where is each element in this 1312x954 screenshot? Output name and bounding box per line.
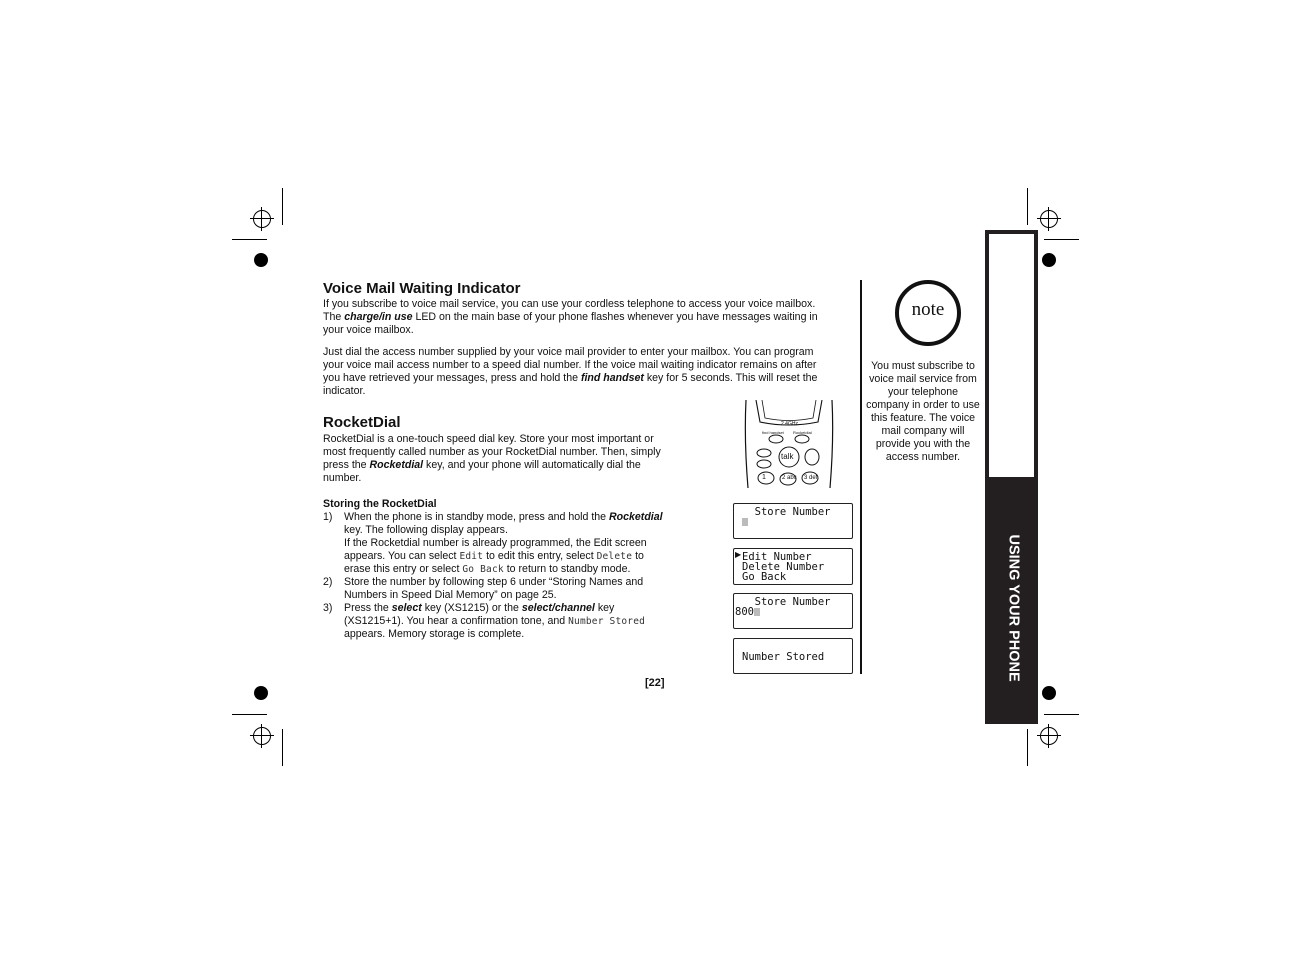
key-name: Rocketdial (369, 459, 424, 471)
list-item: 2) Store the number by following step 6 under “Storing Names and Numbers in Speed Dial Memory” on page 25. (323, 576, 644, 601)
registration-mark-icon (253, 210, 271, 228)
key-name: charge/in use (344, 311, 413, 323)
lcd-display-store-number: Store Number (733, 503, 853, 539)
key-3-label: 3 def (804, 475, 818, 481)
selection-arrow-icon: ▶ (735, 550, 742, 559)
key-name: find handset (580, 372, 644, 384)
list-item: 3) Press the select key (XS1215) or the select/channel key (XS1215+1). You hear a confirmation tone, and Number Stored appears. Memory storage is complete. (323, 602, 646, 640)
crop-mark (282, 188, 283, 225)
registration-dot-icon (254, 253, 268, 267)
talk-key-label: talk (781, 452, 794, 461)
cursor-block (742, 518, 748, 526)
rocketdial-key-label: Rocketdial (793, 430, 812, 435)
voicemail-heading: Voice Mail Waiting Indicator (323, 280, 521, 297)
cursor-block (754, 608, 760, 616)
note-text: You must subscribe to voice mail service from your telephone company in order to use this feature. The voice mail company will provide you with the access number. (866, 360, 980, 463)
steps-list (323, 511, 663, 641)
note-icon: note (895, 280, 961, 346)
phone-keypad-illustration (742, 400, 836, 488)
key-name: Rocketdial (609, 511, 663, 523)
lcd-display-edit-menu: ▶ Edit Number Delete Number Go Back (733, 548, 853, 585)
registration-mark-icon (1040, 210, 1058, 228)
crop-mark (1044, 714, 1079, 715)
side-tab-window (989, 234, 1034, 477)
side-tab (985, 230, 1038, 724)
registration-dot-icon (1042, 253, 1056, 267)
crop-mark (232, 714, 267, 715)
key-1-label: 1 (762, 474, 766, 481)
display-text: Number Stored (568, 616, 646, 627)
registration-mark-icon (1040, 727, 1058, 745)
registration-mark-icon (253, 727, 271, 745)
display-text: Edit (459, 551, 484, 562)
key-name: select/channel (521, 602, 595, 614)
key-name: select (391, 602, 422, 614)
voicemail-paragraph-1: If you subscribe to voice mail service, you can use your cordless telephone to access your voice mailbox. The charge/in use LED on the main base of your phone flashes whenever you have messages waiting in your voice mailbox. (323, 298, 818, 336)
storing-subheading: Storing the RocketDial (323, 498, 437, 510)
key-2-label: 2 abc (782, 475, 797, 481)
band-label: 2.4GHz (781, 421, 798, 427)
rocketdial-paragraph: RocketDial is a one-touch speed dial key. Store your most important or most frequently called number as your RocketDial number. Then, simply press the Rocketdial key, and your phone will automatically dial the number. (323, 433, 661, 484)
find-handset-key-label: find handset (762, 430, 784, 435)
list-item: 1) When the phone is in standby mode, press and hold the Rocketdial key. The following display appears. If the Rocketdial number is already programmed, the Edit screen appears. You can select Edit to edit this entry, select Delete to erase this entry or select Go Back to return to standby mode. (323, 511, 663, 575)
side-tab-label: USING YOUR PHONE (1005, 534, 1022, 682)
crop-mark (1027, 729, 1028, 766)
registration-dot-icon (1042, 686, 1056, 700)
display-text: Delete (596, 551, 633, 562)
display-text: Go Back (462, 564, 504, 575)
registration-dot-icon (254, 686, 268, 700)
column-divider (860, 280, 862, 674)
page-number: [22] (645, 677, 665, 689)
crop-mark (1044, 239, 1079, 240)
crop-mark (232, 239, 267, 240)
crop-mark (282, 729, 283, 766)
rocketdial-heading: RocketDial (323, 414, 401, 431)
crop-mark (1027, 188, 1028, 225)
voicemail-paragraph-2: Just dial the access number supplied by your voice mail provider to enter your mailbox. You can program your voice mail access number to a speed dial number. If the voice mail waiting indicator remains on after you have retrieved your messages, press and hold the find handset key for 5 seconds. This will reset the indicator. (323, 346, 818, 397)
lcd-display-number-stored: Number Stored (733, 638, 853, 674)
lcd-display-store-800: Store Number 800 (733, 593, 853, 629)
